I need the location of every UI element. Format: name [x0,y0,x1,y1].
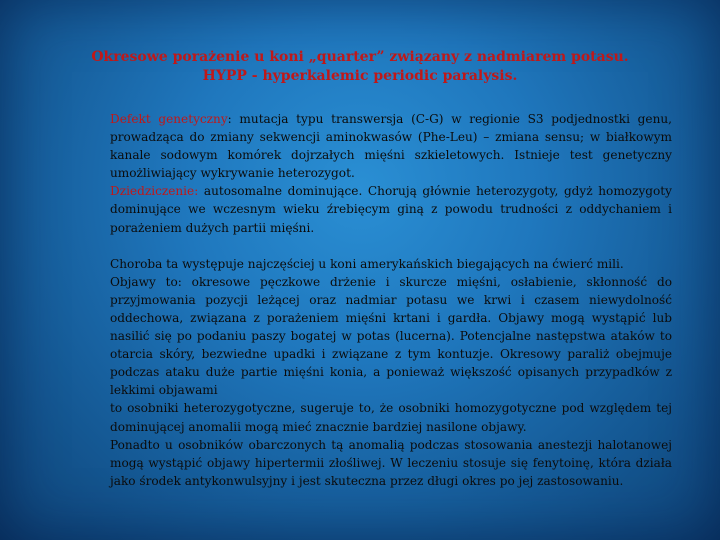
paragraph-occurrence: Choroba ta występuje najczęściej u koni amerykańskich biegających na ćwierć mili. [110,256,624,271]
text-inheritance: autosomalne dominujące. Chorują głównie heterozygoty, gdyż homozygoty dominujące we wczesnym wieku źrebięcym giną z powodu trudności z oddychaniem i porażeniem dużych partii mięśni. [110,184,672,235]
paragraph-gap [110,237,672,255]
paragraph-treatment: Ponadto u osobników obarczonych tą anomalią podczas stosowania anestezji halotanowej mogą wystąpić objawy hipertermii złośliwej. W leczeniu stosuje się fenytoinę, która działa jako środek antykonwulsyjny i jest skuteczna przez długi okres po jej zastosowaniu. [110,437,672,488]
paragraph-symptoms: Objawy to: okresowe pęczkowe drżenie i skurcze mięśni, osłabienie, skłonność do przyjmowania pozycji leżącej oraz nadmiar potasu we krwi i czasem niewydolność oddechowa, związana z porażeniem mięśni krtani i gardła. Objawy mogą wystąpić lub nasilić się po podaniu paszy bogatej w potas (lucerna). Potencjalne następstwa ataków to otarcia skóry, bezwiedne upadki i związane z tym kontuzje. Okresowy paraliż obejmuje podczas ataku duże partie mięśni konia, a ponieważ większość opisanych przypadków z lekkimi objawami [110,274,672,398]
paragraph-genetic-defect [110,110,672,182]
text-genetic-defect: : mutacja typu transwersja (C-G) w regionie S3 podjednostki genu, prowadząca do zmiany sekwencji aminokwasów (Phe-Leu) – zmiana sensu; w białkowym kanale sodowym komórek dojrzałych mięśni szkieletowych. Istnieje test genetyczny umożliwiający wykrywanie heterozygot. [110,112,672,181]
title-line-2: HYPP - hyperkalemic periodic paralysis. [202,68,518,84]
body-text [110,110,672,490]
paragraph-inheritance [110,182,672,236]
label-genetic-defect: Defekt genetyczny [110,112,228,126]
slide-title [40,48,680,86]
title-line-1: Okresowe porażenie u koni „quarter” związany z nadmiarem potasu. [91,49,629,65]
paragraph-homozygotes: to osobniki heterozygotyczne, sugeruje to, że osobniki homozygotyczne pod względem tej dominującej anomalii mogą mieć znacznie bardziej nasilone objawy. [110,401,672,434]
label-inheritance: Dziedziczenie: [110,184,199,199]
